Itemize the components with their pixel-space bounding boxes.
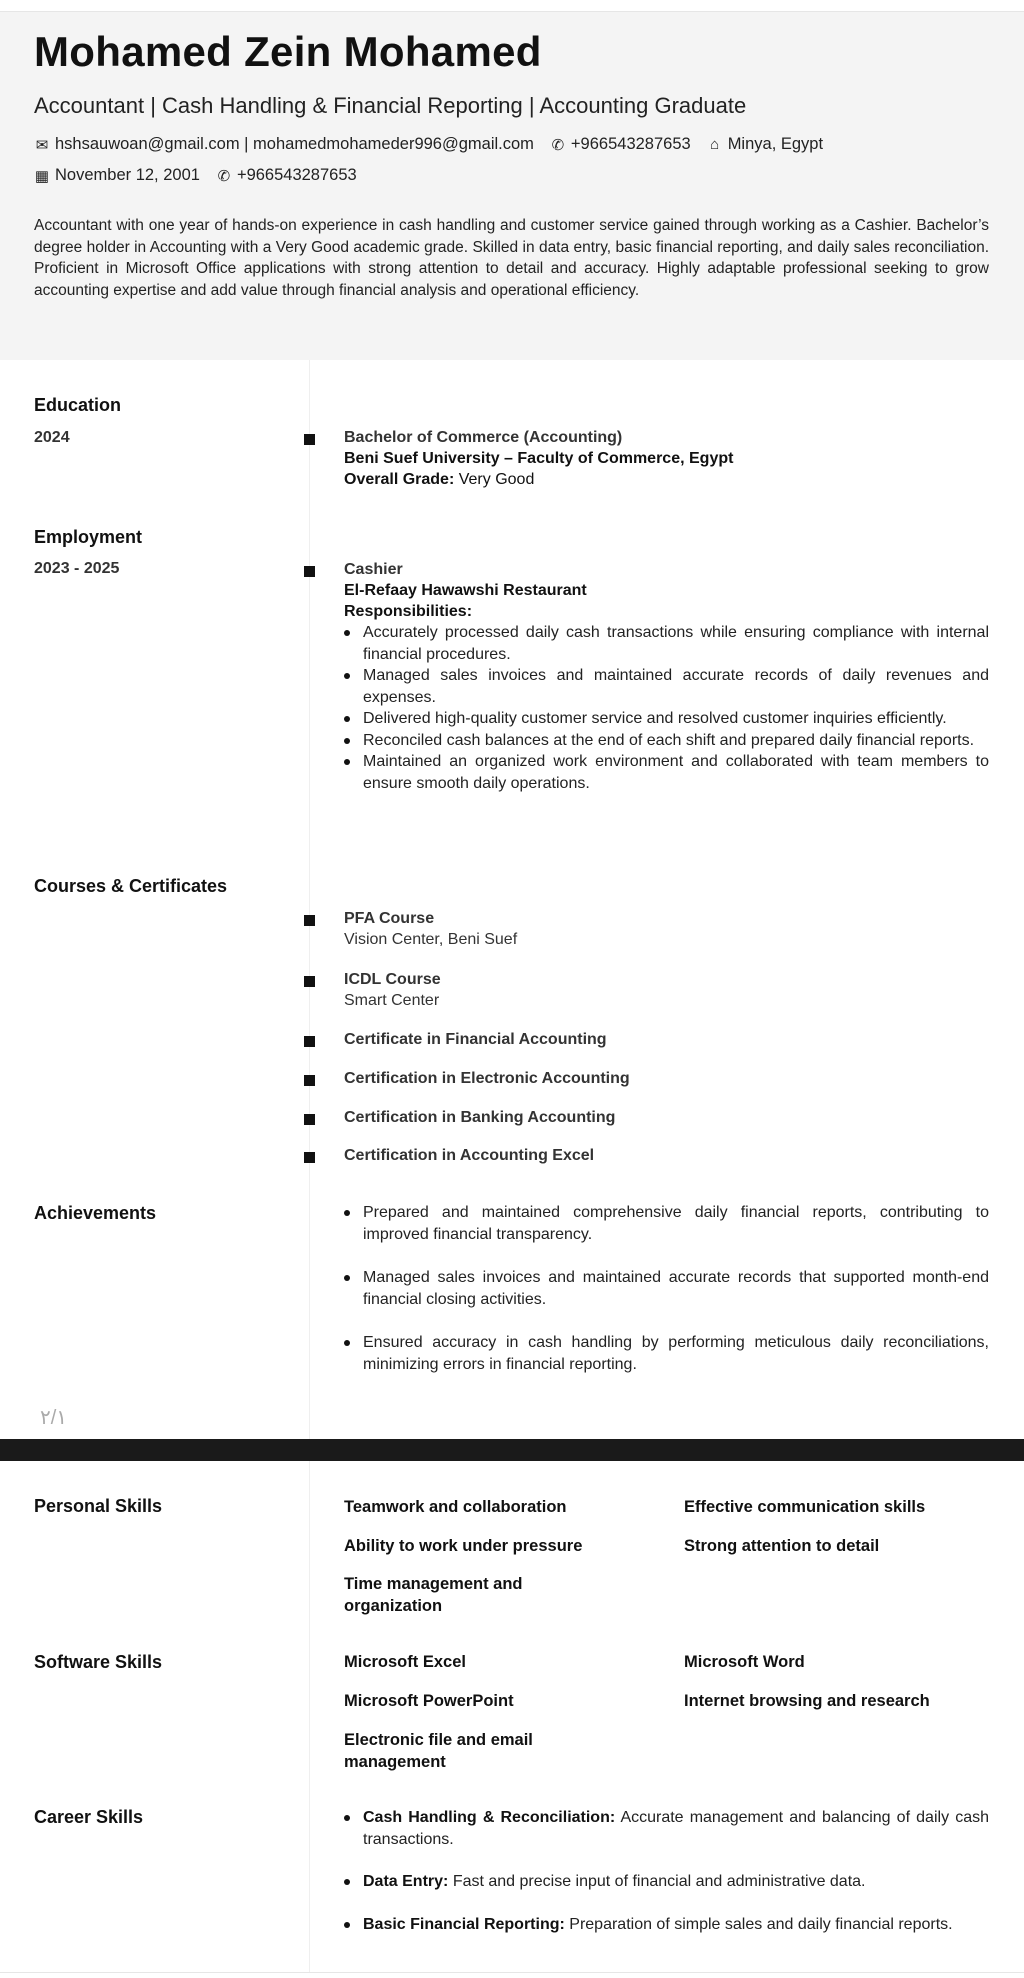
skill-item: Strong attention to detail — [684, 1537, 880, 1555]
list-item — [329, 1807, 989, 1850]
birthdate-text: November 12, 2001 — [55, 166, 200, 184]
location-text: Minya, Egypt — [727, 135, 824, 153]
skill-item: Microsoft PowerPoint — [344, 1692, 514, 1710]
skill-label: Data Entry: — [363, 1873, 449, 1890]
home-icon: ⌂ — [710, 136, 720, 153]
list-item: Maintained an organized work environment and collaborated with team members to ensure smooth daily operations. — [329, 751, 989, 794]
bottom-border — [0, 1972, 1024, 1973]
phone-icon: ✆ — [551, 136, 565, 154]
course-place: Smart Center — [344, 992, 440, 1009]
candidate-name: Mohamed Zein Mohamed — [34, 28, 542, 75]
column-divider — [309, 1461, 310, 1972]
skill-text: Preparation of simple sales and daily financial reports. — [569, 1915, 953, 1933]
education-date: 2024 — [34, 429, 70, 446]
list-item — [329, 1871, 989, 1893]
education-entry — [344, 427, 989, 490]
bullet-square — [304, 915, 315, 926]
course-place: Vision Center, Beni Suef — [344, 931, 518, 948]
skill-item: Teamwork and collaboration — [344, 1498, 567, 1516]
page-number: ٢/١ — [40, 1407, 68, 1429]
page-break-bar — [0, 1439, 1024, 1461]
courses-heading: Courses & Certificates — [34, 876, 228, 896]
bullet-square — [304, 1152, 315, 1163]
course-name: PFA Course — [344, 910, 435, 927]
list-item: Delivered high-quality customer service and resolved customer inquiries efficiently. — [329, 708, 989, 730]
responsibilities-list — [329, 622, 989, 794]
employment-entry — [344, 559, 989, 794]
skill-item: Internet browsing and research — [684, 1692, 930, 1710]
course-entry — [344, 908, 989, 950]
skill-item: Microsoft Excel — [344, 1653, 466, 1671]
bullet-square — [304, 1114, 315, 1125]
bullet-square — [304, 1036, 315, 1047]
whatsapp-icon: ✆ — [217, 167, 231, 185]
bullet-square — [304, 566, 315, 577]
list-item: Ensured accuracy in cash handling by performing meticulous daily reconciliations, minimizing errors in financial reporting. — [329, 1332, 989, 1375]
course-name: Certification in Banking Accounting — [344, 1109, 616, 1126]
grade: Very Good — [458, 471, 535, 488]
whatsapp-text[interactable]: +966543287653 — [236, 166, 357, 184]
skill-item: Electronic file and email management — [344, 1731, 533, 1771]
career-skills-list — [329, 1807, 989, 1935]
course-entry — [344, 1107, 989, 1128]
skill-item: Ability to work under pressure — [344, 1537, 583, 1555]
skill-item: Microsoft Word — [684, 1653, 805, 1671]
skill-text: Fast and precise input of financial and administrative data. — [452, 1873, 866, 1890]
skill-label: Cash Handling & Reconciliation: — [363, 1809, 616, 1826]
list-item: Accurately processed daily cash transactions while ensuring compliance with internal financial procedures. — [329, 622, 989, 665]
contact-row-1 — [34, 135, 823, 154]
course-name: Certification in Accounting Excel — [344, 1147, 595, 1164]
list-item: Managed sales invoices and maintained accurate records that supported month-end financial closing activities. — [329, 1267, 989, 1310]
column-divider — [309, 360, 310, 1439]
email-text[interactable]: hshsauwoan@gmail.com | mohamedmohameder996@gmail.com — [55, 135, 534, 153]
skill-label: Basic Financial Reporting: — [363, 1915, 565, 1933]
company: El-Refaay Hawawshi Restaurant — [344, 582, 587, 599]
bullet-square — [304, 1075, 315, 1086]
software-skills-heading: Software Skills — [34, 1652, 163, 1672]
list-item — [329, 1914, 989, 1936]
course-name: ICDL Course — [344, 971, 441, 988]
education-heading: Education — [34, 395, 122, 415]
responsibilities-label: Responsibilities: — [344, 603, 473, 620]
career-skills-heading: Career Skills — [34, 1807, 144, 1827]
employment-heading: Employment — [34, 527, 143, 547]
list-item: Reconciled cash balances at the end of each shift and prepared daily financial reports. — [329, 730, 989, 752]
envelope-icon: ✉ — [35, 136, 49, 154]
school: Beni Suef University – Faculty of Commerce, Egypt — [344, 450, 734, 467]
achievements-list — [329, 1202, 989, 1375]
role: Cashier — [344, 561, 403, 578]
course-entry — [344, 1145, 989, 1166]
course-entry — [344, 1029, 989, 1050]
summary: Accountant with one year of hands-on experience in cash handling and customer service gained through working as a Cashier. Bachelor’s degree holder in Accounting with a Very Good academic grade. Skilled in data entry, basic financial reporting, and daily sales reconciliation. Proficient in Microsoft Office applications with strong attention to detail and accuracy. Highly adaptable professional seeking to grow accounting expertise and add value through financial analysis and operational efficiency. — [34, 217, 989, 299]
bullet-square — [304, 434, 315, 445]
calendar-icon: ▦ — [34, 167, 50, 185]
course-entry — [344, 1068, 989, 1089]
phone-text[interactable]: +966543287653 — [570, 135, 691, 153]
bullet-square — [304, 976, 315, 987]
skill-text: Accurate management and balancing of daily cash transactions. — [363, 1809, 989, 1848]
course-entry — [344, 969, 989, 1011]
skill-item: Effective communication skills — [684, 1498, 926, 1516]
course-name: Certification in Electronic Accounting — [344, 1070, 630, 1087]
course-name: Certificate in Financial Accounting — [344, 1031, 607, 1048]
skill-item: Time management and organization — [344, 1575, 523, 1615]
achievements-heading: Achievements — [34, 1203, 157, 1223]
list-item: Prepared and maintained comprehensive daily financial reports, contributing to improved financial transparency. — [329, 1202, 989, 1245]
grade-label: Overall Grade: — [344, 471, 455, 488]
candidate-title: Accountant | Cash Handling & Financial Reporting | Accounting Graduate — [34, 93, 747, 118]
degree: Bachelor of Commerce (Accounting) — [344, 429, 623, 446]
contact-row-2 — [34, 166, 357, 185]
employment-date: 2023 - 2025 — [34, 560, 120, 577]
list-item: Managed sales invoices and maintained accurate records of daily revenues and expenses. — [329, 665, 989, 708]
personal-skills-heading: Personal Skills — [34, 1496, 163, 1516]
